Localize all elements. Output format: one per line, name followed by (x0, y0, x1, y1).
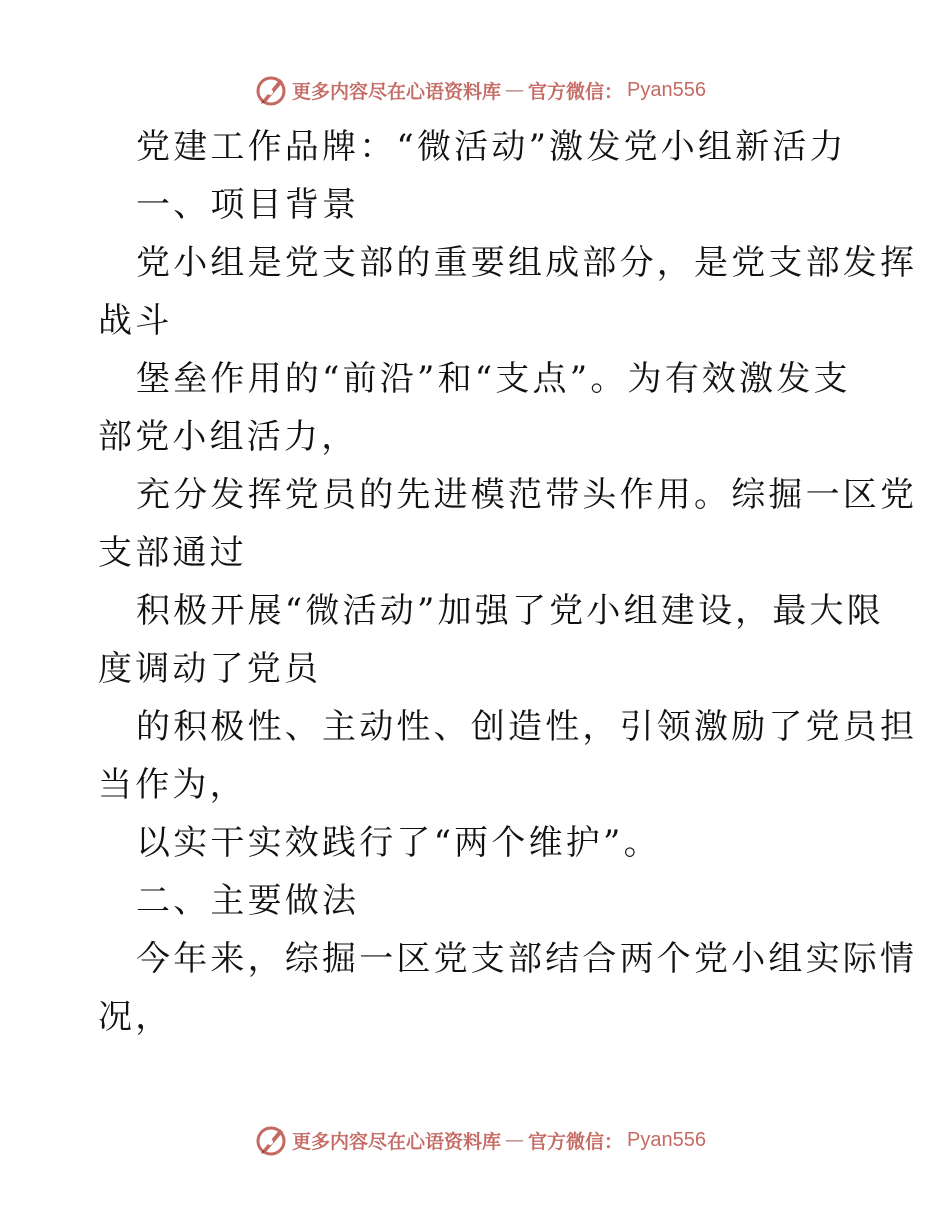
pen-logo-icon (254, 73, 288, 107)
watermark-dash: — (505, 1129, 525, 1151)
watermark-wechat-id: Pyan556 (627, 1128, 706, 1151)
footer-watermark (0, 1120, 950, 1160)
watermark-dash: — (505, 79, 525, 101)
paragraph-line: 党小组是党支部的重要组成部分，是党支部发挥 (136, 243, 918, 283)
paragraph-line: 积极开展“微活动”加强了党小组建设，最大限 (136, 591, 884, 631)
header-watermark (0, 70, 950, 110)
watermark-wechat-label: 官方微信： (528, 1130, 624, 1153)
watermark-wechat-label: 官方微信： (528, 80, 624, 103)
watermark-text: 更多内容尽在心语资料库 (292, 1130, 502, 1153)
paragraph-line: 当作为， (98, 765, 247, 805)
watermark-group (254, 73, 706, 107)
paragraph-line: 充分发挥党员的先进模范带头作用。综掘一区党 (136, 475, 918, 515)
section-heading-methods: 二、主要做法 (136, 881, 360, 921)
paragraph-line: 支部通过 (98, 533, 247, 573)
paragraph-line: 的积极性、主动性、创造性，引领激励了党员担 (136, 707, 918, 747)
paragraph-line: 况， (98, 997, 173, 1037)
section-heading-background: 一、项目背景 (136, 185, 360, 225)
paragraph-line: 度调动了党员 (98, 649, 322, 689)
pen-logo-icon (254, 1123, 288, 1157)
paragraph-line: 以实干实效践行了“两个维护”。 (136, 823, 661, 863)
document-body (98, 118, 918, 1046)
paragraph-line: 部党小组活力， (98, 417, 359, 457)
paragraph-line: 战斗 (98, 301, 173, 341)
document-title: 党建工作品牌：“微活动”激发党小组新活力 (136, 127, 847, 167)
watermark-wechat-id: Pyan556 (627, 78, 706, 101)
paragraph-line: 堡垒作用的“前沿”和“支点”。为有效激发支 (136, 359, 851, 399)
watermark-group (254, 1123, 706, 1157)
watermark-text: 更多内容尽在心语资料库 (292, 80, 502, 103)
paragraph-line: 今年来，综掘一区党支部结合两个党小组实际情 (136, 939, 918, 979)
